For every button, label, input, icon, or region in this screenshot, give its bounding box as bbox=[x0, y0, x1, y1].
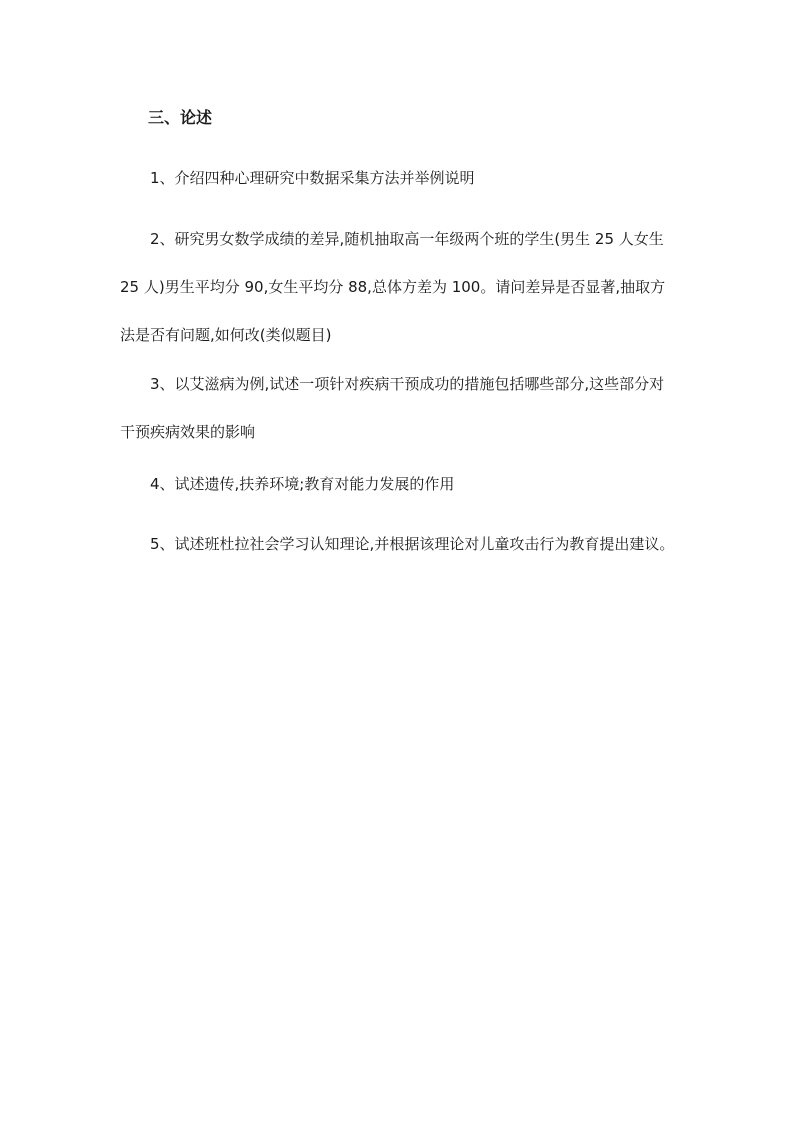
question-2: 2、研究男女数学成绩的差异,随机抽取高一年级两个班的学生(男生 25 人女生 25 人)男生平均分 90,女生平均分 88,总体方差为 100。请问差异是否显著,抽取方法是否有问题,如何改(类似题目) bbox=[120, 230, 666, 344]
section-heading: 三、论述 bbox=[148, 108, 213, 127]
question-5: 5、试述班杜拉社会学习认知理论,并根据该理论对儿童攻击行为教育提出建议。 bbox=[150, 535, 675, 553]
question-4: 4、试述遗传,扶养环境;教育对能力发展的作用 bbox=[150, 475, 455, 493]
question-3: 3、以艾滋病为例,试述一项针对疾病干预成功的措施包括哪些部分,这些部分对干预疾病效果的影响 bbox=[120, 375, 665, 441]
question-1: 1、介绍四种心理研究中数据采集方法并举例说明 bbox=[150, 169, 475, 187]
